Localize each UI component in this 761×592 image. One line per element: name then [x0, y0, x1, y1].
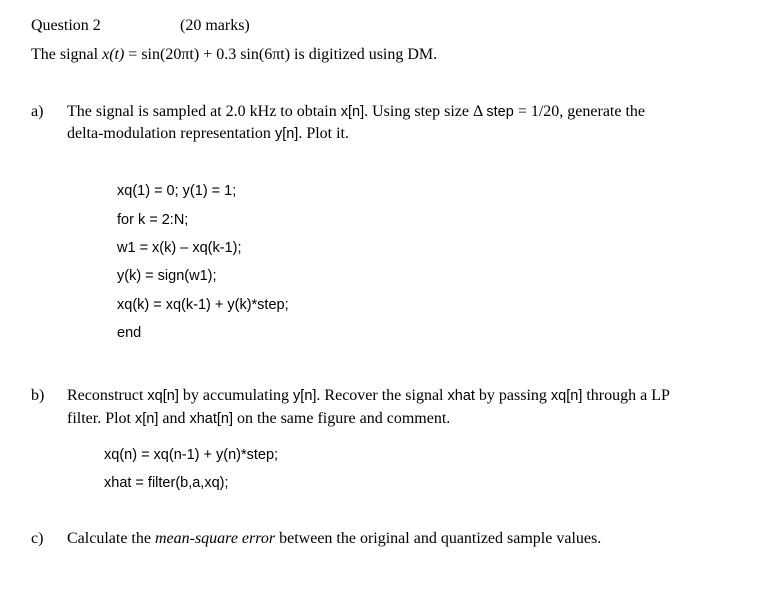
- part-a-text: . Using step size Δ: [364, 103, 487, 120]
- part-b-line-2: [67, 410, 450, 428]
- part-b-code-xn: x[n]: [135, 411, 159, 427]
- part-a-code-yn: y[n]: [274, 126, 299, 142]
- part-b-code-xhatn: xhat[n]: [189, 411, 234, 427]
- code-line: xq(k) = xq(k-1) + y(k)*step;: [117, 297, 289, 313]
- part-c-text: Calculate the: [67, 530, 155, 547]
- code-line: for k = 2:N;: [117, 212, 189, 228]
- code-line: y(k) = sign(w1);: [117, 268, 217, 284]
- question-title: Question 2: [31, 17, 101, 34]
- question-statement: [31, 46, 437, 64]
- part-a-text: . Plot it.: [298, 125, 349, 142]
- part-b-code-yn: y[n]: [293, 388, 317, 404]
- part-b-text: Reconstruct: [67, 387, 148, 404]
- part-a-line-2: [67, 125, 349, 143]
- part-b-text: by accumulating: [178, 387, 294, 404]
- code-line: xq(1) = 0; y(1) = 1;: [117, 183, 237, 199]
- code-line: xq(n) = xq(n-1) + y(n)*step;: [104, 447, 279, 463]
- statement-x-of-t: x(t): [102, 46, 125, 63]
- part-b-text: and: [158, 410, 190, 427]
- statement-equation: = sin(20πt) + 0.3 sin(6πt) is digitized using DM.: [124, 46, 438, 63]
- part-a-text: delta-modulation representation: [67, 125, 275, 142]
- part-a-text: = 1/20, generate the: [513, 103, 646, 120]
- part-b-line-1: [67, 387, 670, 405]
- part-b-label: b): [31, 387, 45, 404]
- part-a-code-xn: x[n]: [340, 104, 365, 120]
- part-b-text: by passing: [474, 387, 551, 404]
- part-a-code-step: step: [486, 104, 514, 120]
- part-a-text: The signal is sampled at 2.0 kHz to obtain: [67, 103, 341, 120]
- part-b-code-xqn: xq[n]: [550, 388, 583, 404]
- part-c-label: c): [31, 530, 44, 547]
- statement-prefix: The signal: [31, 46, 103, 63]
- part-b-text: through a LP: [582, 387, 670, 404]
- part-c-text: between the original and quantized sample values.: [275, 530, 602, 547]
- code-line: xhat = filter(b,a,xq);: [104, 475, 229, 491]
- code-line: w1 = x(k) – xq(k-1);: [117, 240, 242, 256]
- part-c-emphasis: mean-square error: [154, 530, 276, 547]
- part-b-text: filter. Plot: [67, 410, 135, 427]
- code-line: end: [117, 325, 142, 341]
- part-a-line-1: [67, 103, 645, 121]
- part-a-label: a): [31, 103, 44, 120]
- question-marks: (20 marks): [180, 17, 250, 34]
- part-b-code-xqn: xq[n]: [147, 388, 179, 404]
- part-b-code-xhat: xhat: [447, 388, 475, 404]
- part-c-line: [67, 530, 601, 548]
- part-b-text: . Recover the signal: [316, 387, 448, 404]
- part-b-text: on the same figure and comment.: [233, 410, 451, 427]
